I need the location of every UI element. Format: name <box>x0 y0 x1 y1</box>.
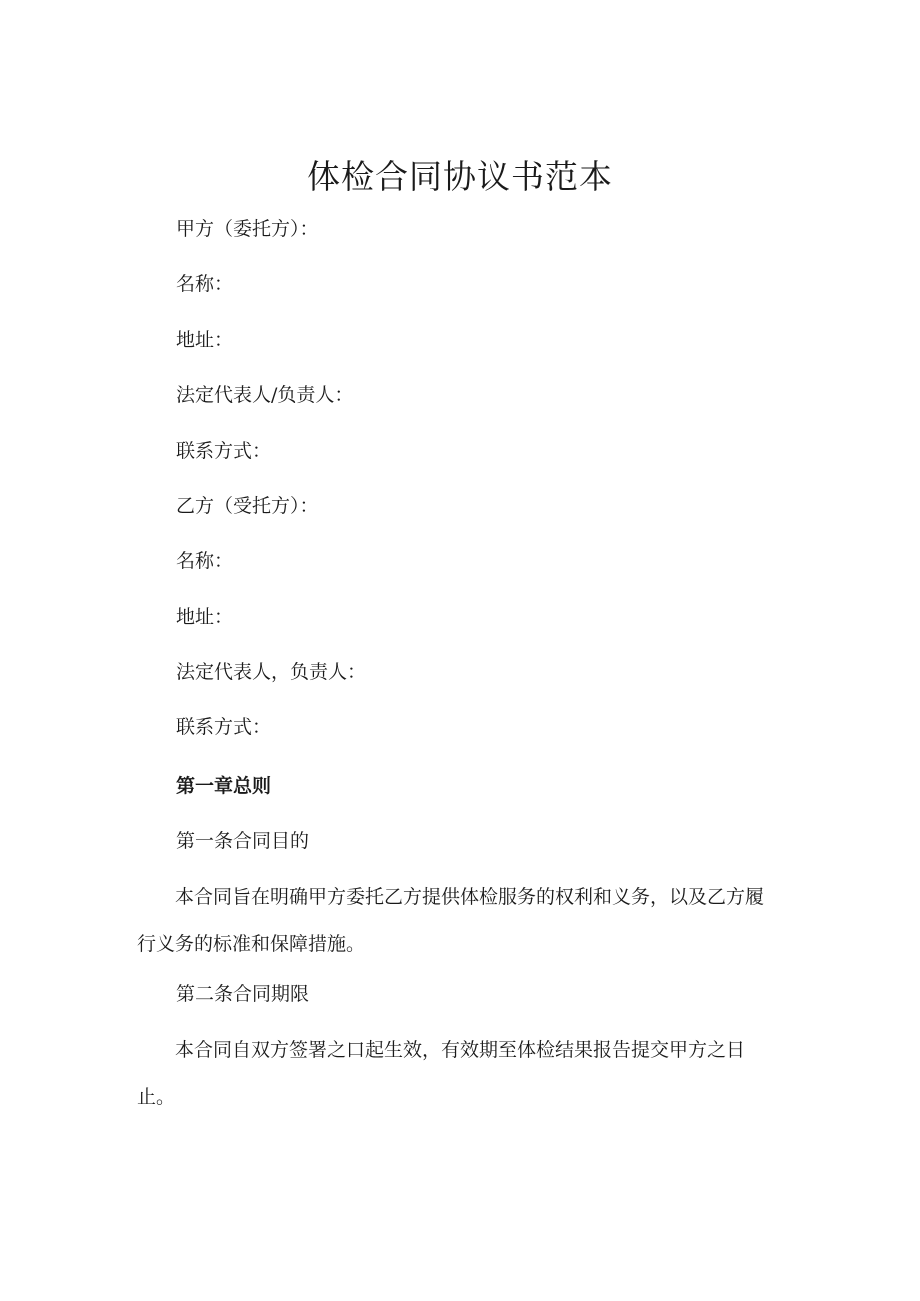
party-b-address-label: 地址： <box>176 606 234 628</box>
party-b-name-label: 名称： <box>176 550 234 572</box>
article-1-body: 本合同旨在明确甲方委托乙方提供体检服务的权利和义务，以及乙方履行义务的标准和保障措施。 <box>137 886 765 955</box>
article-1-title: 第一条合同目的 <box>176 830 310 852</box>
party-b-heading: 乙方（受托方）： <box>176 495 319 517</box>
party-a-address-label: 地址： <box>176 329 234 351</box>
party-a-contact-label: 联系方式： <box>176 440 272 462</box>
article-2-title: 第二条合同期限 <box>176 983 310 1005</box>
party-a-name-label: 名称： <box>176 273 234 295</box>
party-a-heading: 甲方（委托方）： <box>176 218 319 240</box>
party-a-representative-label: 法定代表人/负责人： <box>176 384 354 406</box>
chapter-1-heading: 第一章总则 <box>176 775 272 797</box>
party-b-representative-label: 法定代表人，负责人： <box>176 661 367 683</box>
article-2-body: 本合同自双方签署之口起生效，有效期至体检结果报告提交甲方之日止。 <box>137 1039 746 1108</box>
party-b-contact-label: 联系方式： <box>176 716 272 738</box>
document-title: 体检合同协议书范本 <box>307 157 613 196</box>
